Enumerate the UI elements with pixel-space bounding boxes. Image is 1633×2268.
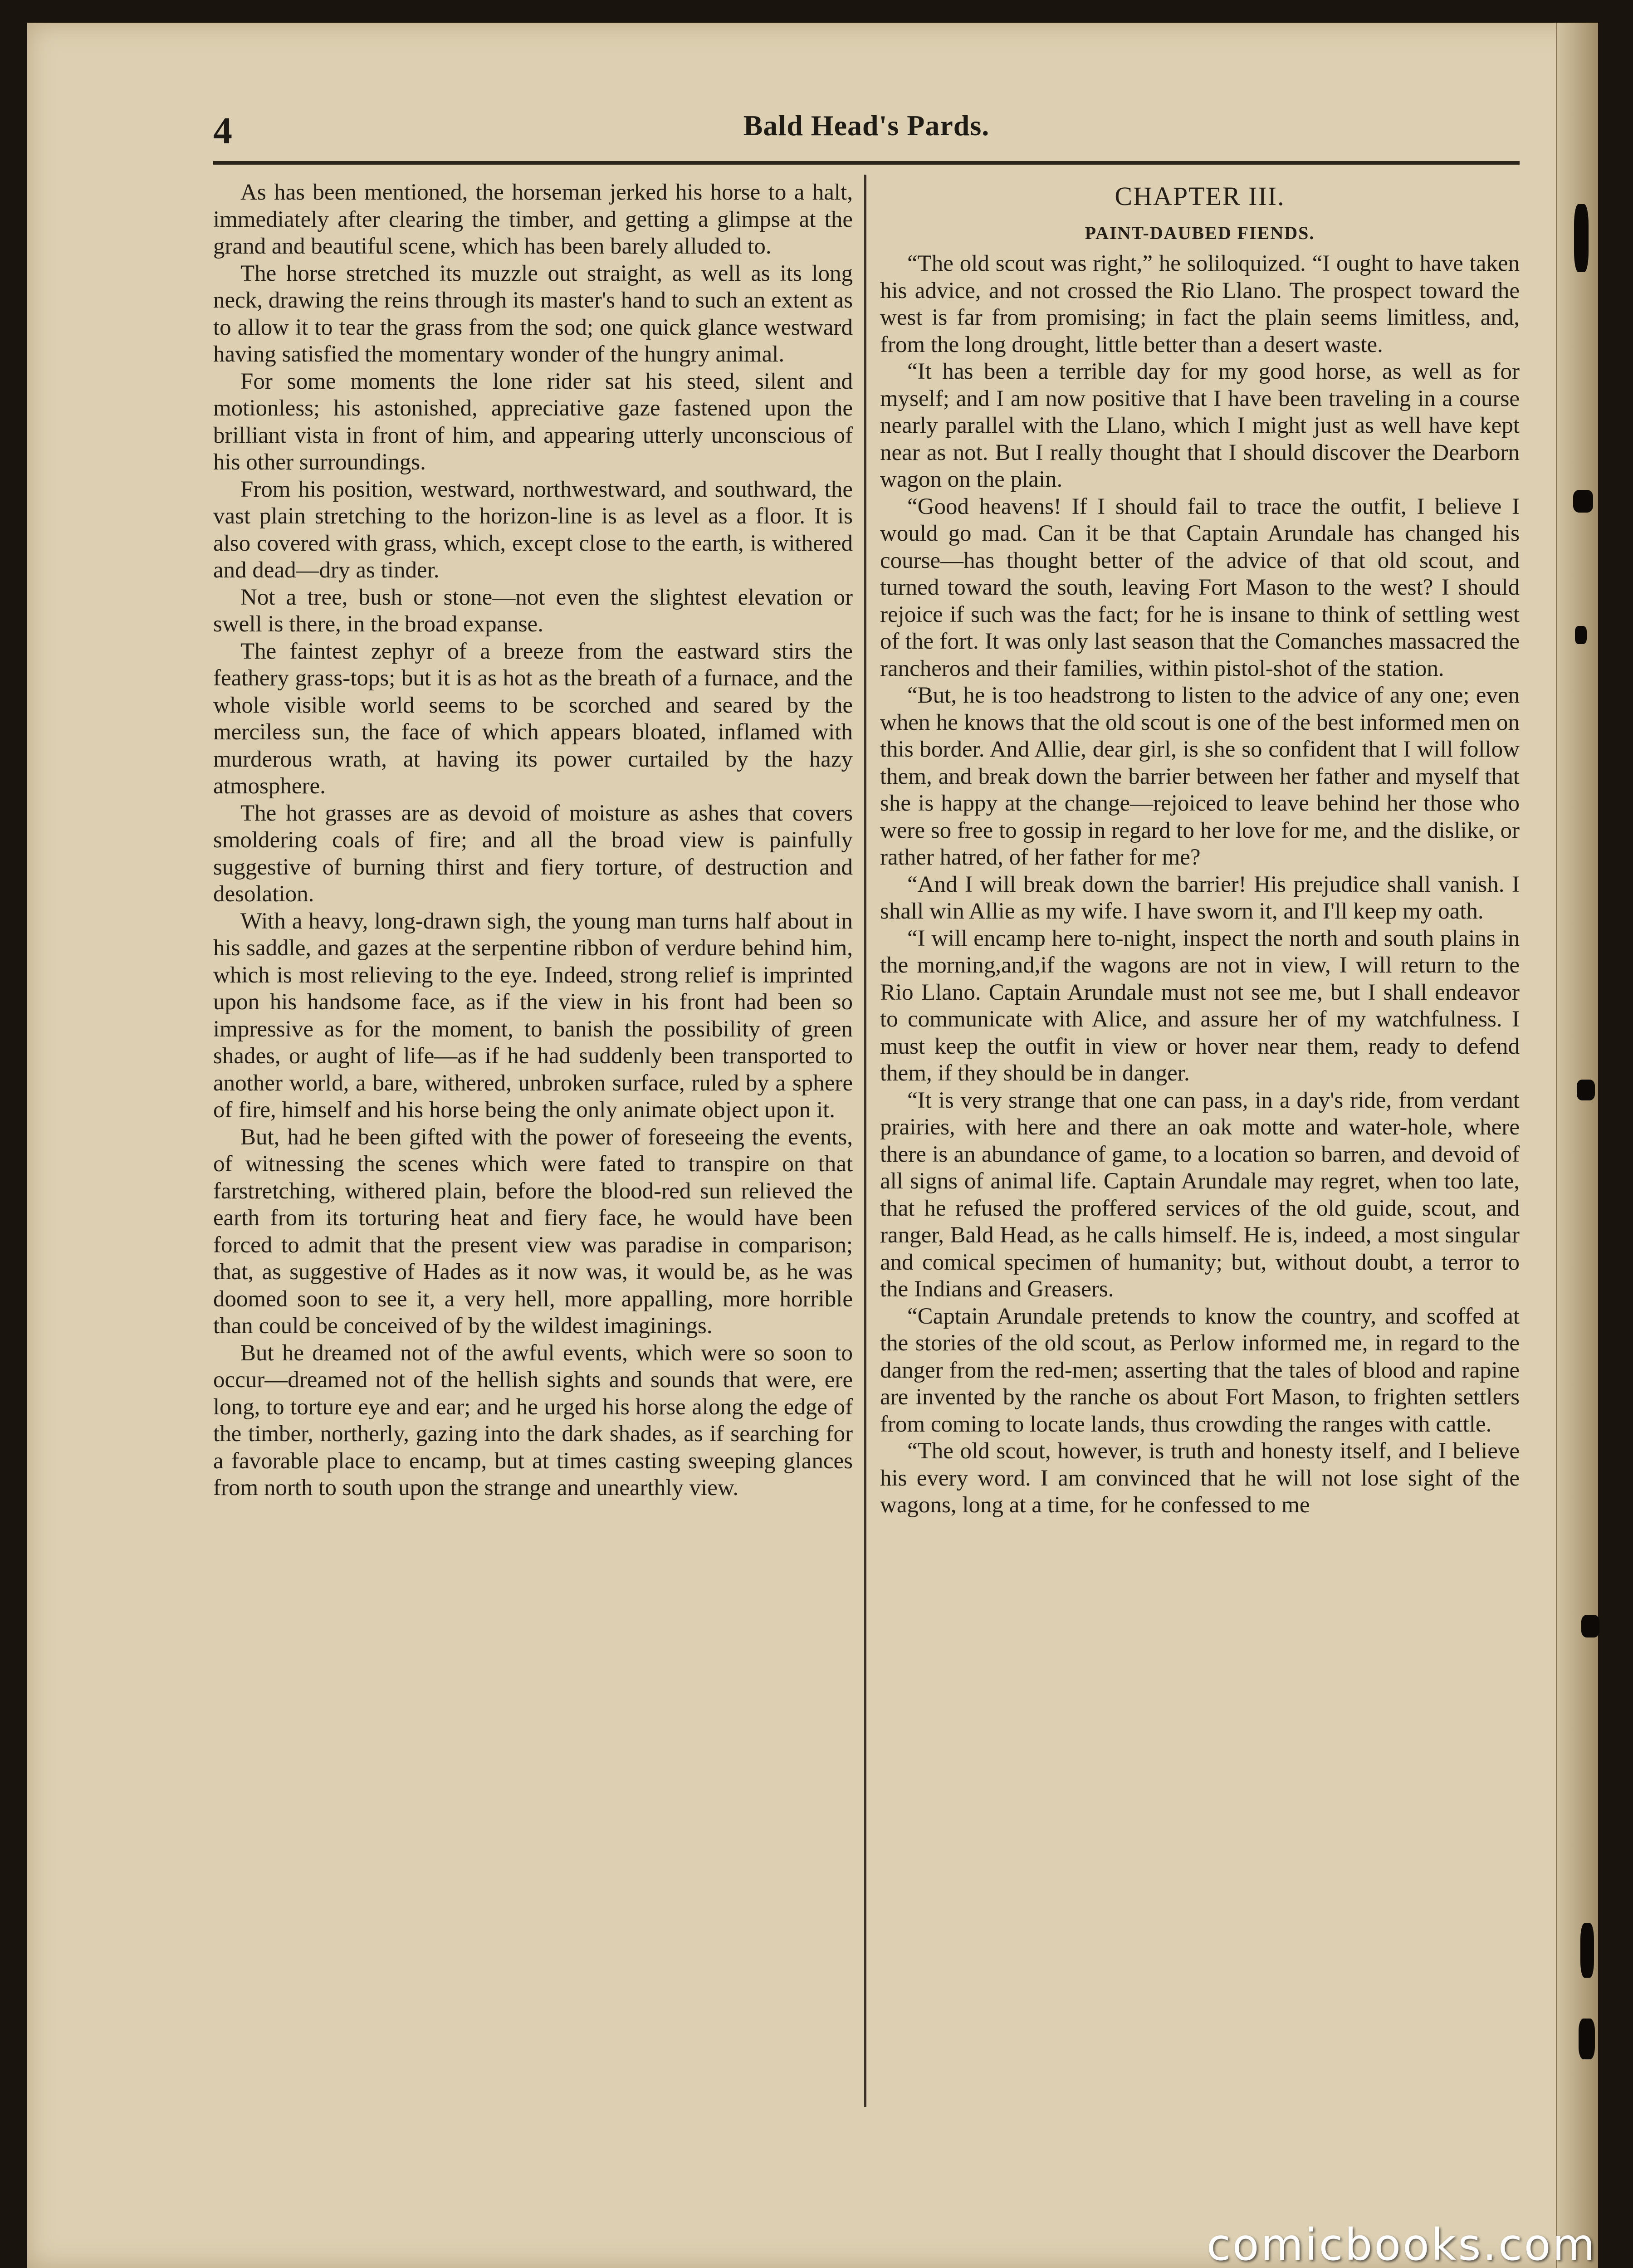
paragraph: “Captain Arundale pretends to know the country, and scoffed at the stories of the old scout, as Perlow informed me, in regard to the danger from the red-men; asserting that the tales of blood and rapine are invented by the ranche os about Fort Mason, to frighten settlers from coming to locate lands, thus crowding the ranges with cattle. — [880, 1303, 1520, 1437]
chapter-title: CHAPTER III. — [1115, 181, 1285, 211]
binding-stitch — [1580, 1923, 1594, 1978]
binding-stitch — [1573, 490, 1593, 513]
paragraph: But, had he been gifted with the power of foreseeing the events, of witnessing the scenes which were fated to transpire on that farstretching, withered plain, before the blood-red sun relieved the earth from its torturing heat and fiery face, he would have been forced to admit that the present view was paradise in comparison; that, as suggestive of Hades as it now was, it would be, as he was doomed soon to see it, a very hell, more appalling, more horrible than could be conceived of by the wildest imaginings. — [213, 1124, 853, 1339]
binding-stitch — [1577, 1080, 1595, 1100]
paragraph: “But, he is too headstrong to listen to the advice of any one; even when he knows that the old scout is one of the best informed men on this border. And Allie, dear girl, is she so confident that I will follow them, and break down the barrier between her father and myself that she is happy at the change—rejoiced to leave behind her those who were so free to gossip in regard to her love for me, and the dislike, or rather hatred, of her father for me? — [880, 683, 1520, 870]
left-column — [213, 179, 853, 1502]
paragraph: The horse stretched its muzzle out straight, as well as its long neck, drawing the reins through its master's hand to such an extent as to allow it to tear the grass from the sod; one quick glance westward having satisfied the momentary wonder of the hungry animal. — [213, 260, 853, 367]
paragraph: Not a tree, bush or stone—not even the slightest elevation or swell is there, in the broad expanse. — [213, 584, 853, 637]
paragraph: The hot grasses are as devoid of moisture as ashes that covers smoldering coals of fire; and all the broad view is painfully suggestive of burning thirst and fiery torture, of destruction and desolation. — [213, 800, 853, 907]
binding-stitch — [1575, 626, 1587, 644]
page-header — [213, 104, 1520, 159]
page-number: 4 — [213, 110, 232, 152]
chapter-subtitle: PAINT-DAUBED FIENDS. — [1085, 223, 1315, 243]
running-title: Bald Head's Pards. — [743, 109, 990, 142]
paragraph: From his position, westward, northwestward, and southward, the vast plain stretching to the horizon-line is as level as a floor. It is also covered with grass, which, except close to the earth, is withered and dead—dry as tinder. — [213, 476, 853, 583]
watermark: comicbooks.com — [1206, 2219, 1597, 2268]
paragraph: “It has been a terrible day for my good horse, as well as for myself; and I am now positive that I have been traveling in a course nearly parallel with the Llano, which I might just as well have kept near as not. But I really thought that I should discover the Dearborn wagon on the plain. — [880, 359, 1520, 492]
paragraph: “I will encamp here to-night, inspect the north and south plains in the morning,and,if the wagons are not in view, I will return to the Rio Llano. Captain Arundale must not see me, but I shall endeavor to communicate with Alice, and assure her of my watchfulness. I must keep the outfit in view or hover near them, ready to defend them, if they should be in danger. — [880, 925, 1520, 1086]
binding-stitch — [1581, 1615, 1599, 1637]
paragraph: “And I will break down the barrier! His prejudice shall vanish. I shall win Allie as my wife. I have sworn it, and I'll keep my oath. — [880, 871, 1520, 924]
paragraph: “The old scout, however, is truth and honesty itself, and I believe his every word. I am convinced that he will not lose sight of the wagons, long at a time, for he confessed to me — [880, 1438, 1520, 1518]
binding-stitch — [1579, 2019, 1595, 2059]
paragraph: With a heavy, long-drawn sigh, the young man turns half about in his saddle, and gazes at the serpentine ribbon of verdure behind him, which is most relieving to the eye. Indeed, strong relief is imprinted upon his handsome face, as if the view in his front had been so impressive as for the moment, to banish the possibility of green shades, or aught of life—as if he had suddenly been transported to another world, a bare, withered, unbroken surface, ruled by a sphere of fire, himself and his horse being the only animate object upon it. — [213, 908, 853, 1123]
right-column — [880, 179, 1520, 1519]
column-divider — [864, 175, 866, 2107]
paragraph: “Good heavens! If I should fail to trace the outfit, I believe I would go mad. Can it be that Captain Arundale has changed his course—has thought better of the advice of that old scout, and turned toward the south, leaving Fort Mason to the west? I should rejoice if such was the fact; for he is insane to think of settling west of the fort. It was only last season that the Comanches massacred the rancheros and their families, within pistol-shot of the station. — [880, 494, 1520, 681]
paragraph: But he dreamed not of the awful events, which were so soon to occur—dreamed not of the hellish sights and sounds that were, ere long, to torture eye and ear; and he urged his horse along the edge of the timber, northerly, gazing into the dark shades, as if searching for a favorable place to encamp, but at times casting sweeping glances from north to south upon the strange and unearthly view. — [213, 1340, 853, 1501]
header-rule — [213, 161, 1520, 165]
paragraph: “It is very strange that one can pass, in a day's ride, from verdant prairies, with here and there an oak motte and water-hole, where there is an abundance of game, to a location so barren, and devoid of all signs of animal life. Captain Arundale may regret, when too late, that he refused the proffered services of the old guide, scout, and ranger, Bald Head, as he calls himself. He is, indeed, a most singular and comical specimen of humanity; but, without doubt, a terror to the Indians and Greasers. — [880, 1087, 1520, 1302]
paragraph: The faintest zephyr of a breeze from the eastward stirs the feathery grass-tops; but it is as hot as the breath of a furnace, and the whole visible world seems to be scorched and seared by the merciless sun, the face of which appears bloated, inflamed with murderous wrath, at having its power curtailed by the hazy atmosphere. — [213, 638, 853, 799]
paragraph: “The old scout was right,” he soliloquized. “I ought to have taken his advice, and not crossed the Rio Llano. The prospect toward the west is far from promising; in fact the plain seems limitless, and, from the long drought, little better than a desert waste. — [880, 251, 1520, 357]
paragraph: For some moments the lone rider sat his steed, silent and motionless; his astonished, appreciative gaze fastened upon the brilliant vista in front of him, and appearing utterly unconscious of his other surroundings. — [213, 368, 853, 475]
paragraph: As has been mentioned, the horseman jerked his horse to a halt, immediately after clearing the timber, and getting a glimpse at the grand and beautiful scene, which has been barely alluded to. — [213, 180, 853, 259]
binding-stitch — [1574, 204, 1589, 272]
